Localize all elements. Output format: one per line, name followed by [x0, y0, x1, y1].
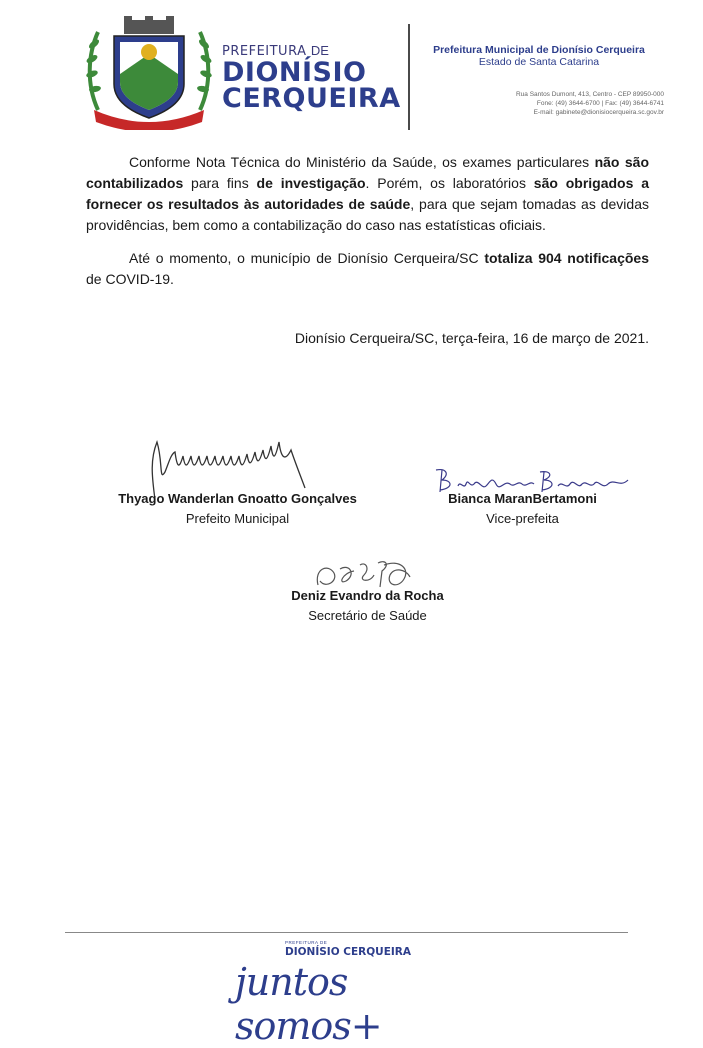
logo-prefeitura-label: PREFEITURA	[222, 44, 307, 59]
dateline: Dionísio Cerqueira/SC, terça-feira, 16 de março de 2021.	[294, 330, 649, 346]
p2-text-1: Até o momento, o município de Dionísio Cerqueira/SC	[129, 250, 485, 266]
paragraph-2	[86, 248, 649, 290]
vice-signature-block	[430, 489, 615, 529]
logo-name-line1: DIONÍSIO	[222, 57, 367, 88]
p1-text-3: . Porém, os laboratórios	[365, 175, 534, 191]
p1-bold-3: são obrigados a fornecer os resultados às autoridades de saúde	[86, 175, 650, 212]
footer-divider	[65, 932, 628, 933]
mayor-signature-block	[100, 489, 375, 529]
org-state: Estado de Santa Catarina	[478, 56, 600, 68]
footer-big-label: DIONÍSIO CERQUEIRA	[285, 946, 411, 958]
org-contact	[432, 90, 664, 117]
document-body	[86, 152, 649, 302]
p1-bold-1: não são contabilizados	[86, 154, 650, 191]
mayor-name: Thyago Wanderlan Gnoatto Gonçalves	[118, 491, 357, 506]
org-email: E-mail: gabinete@dionisiocerqueira.sc.gov.br	[533, 109, 664, 116]
p1-text-4: , para que sejam tomadas as devidas providências, bem como a contabilização do caso nas estatísticas oficiais.	[86, 196, 649, 233]
footer-slogan: juntos somos+	[235, 960, 382, 1048]
footer-small-label: PREFEITURA DE	[285, 940, 328, 945]
p2-text-2: de COVID-19.	[86, 271, 174, 287]
municipal-crest-icon	[84, 14, 214, 130]
health-role: Secretário de Saúde	[308, 608, 427, 623]
logo-wordmark	[222, 42, 401, 112]
header-divider	[408, 24, 410, 130]
health-name: Deniz Evandro da Rocha	[291, 588, 444, 603]
p1-text-1: Conforme Nota Técnica do Ministério da Saúde, os exames particulares	[129, 154, 595, 170]
letterhead	[80, 10, 664, 135]
p1-text-2: para fins	[183, 175, 257, 191]
org-address: Rua Santos Dumont, 413, Centro - CEP 89950-000	[515, 91, 664, 98]
health-signature-block	[260, 586, 475, 626]
vice-role: Vice-prefeita	[486, 511, 559, 526]
footer-logo	[225, 940, 505, 1048]
logo-de-label: DE	[310, 43, 329, 58]
vice-name: Bianca MaranBertamoni	[448, 491, 597, 506]
org-name: Prefeitura Municipal de Dionísio Cerqueira	[433, 44, 645, 56]
paragraph-1	[86, 152, 649, 236]
org-phone: Fone: (49) 3644-6700 | Fax: (49) 3644-6741	[536, 100, 664, 107]
logo-name-line2: CERQUEIRA	[222, 83, 401, 114]
org-info	[418, 44, 660, 68]
p2-bold-1: totaliza 904 notificações	[484, 250, 649, 266]
p1-bold-2: de investigação	[256, 175, 366, 191]
mayor-role: Prefeito Municipal	[185, 511, 290, 526]
